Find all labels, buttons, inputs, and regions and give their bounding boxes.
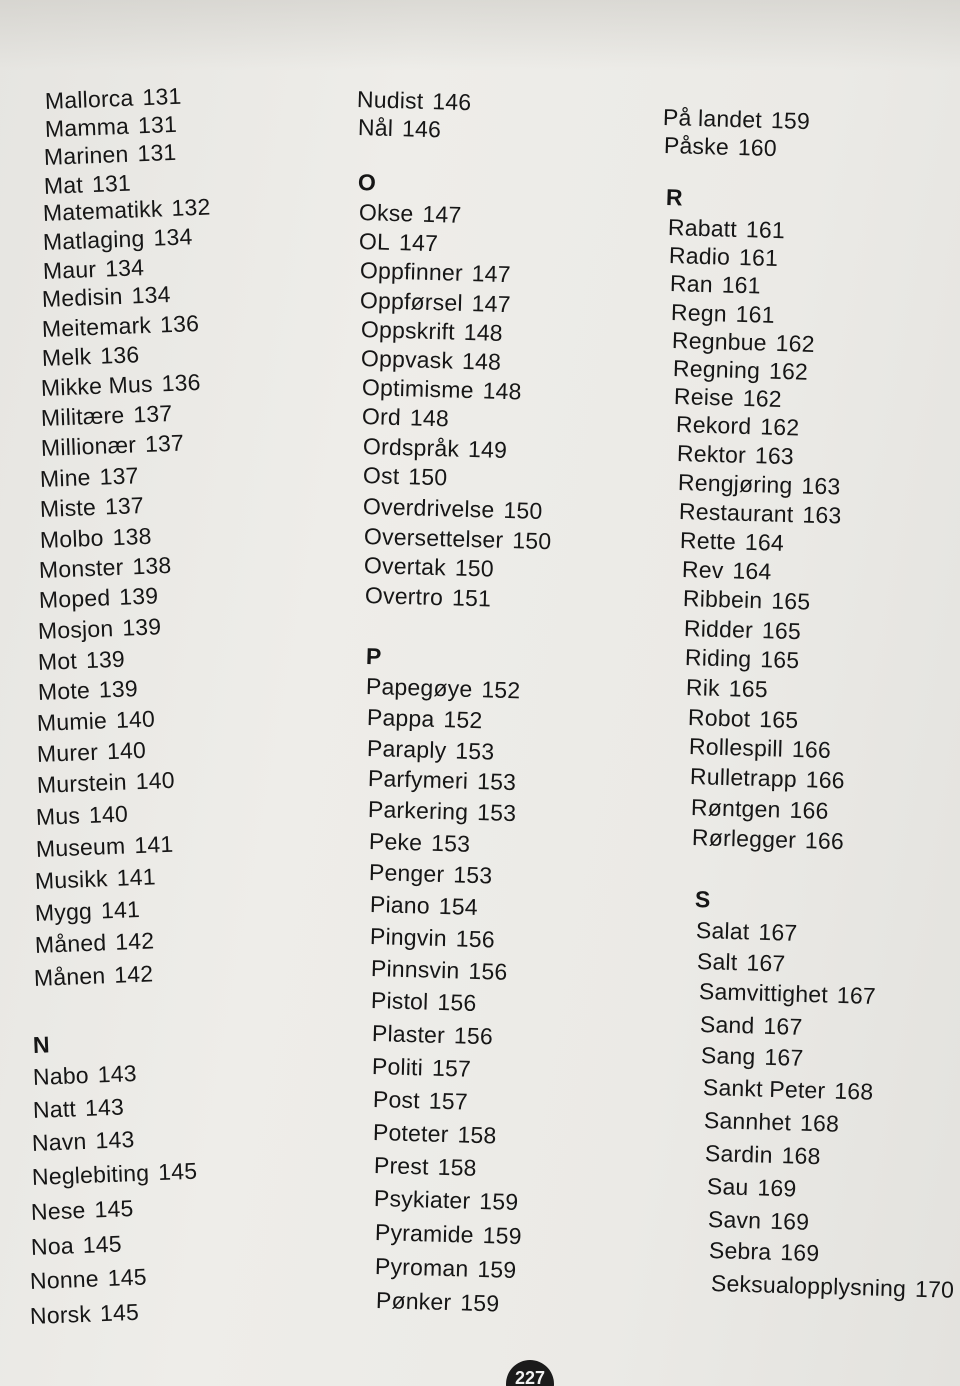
index-page-number: 151 <box>451 584 492 612</box>
index-term: Pinnsvin <box>370 955 460 984</box>
index-term: Overtak <box>363 552 447 581</box>
index-term: Meitemark <box>41 311 152 342</box>
index-term: Måned <box>34 929 107 958</box>
index-term: Sebra <box>708 1237 772 1265</box>
index-entry <box>368 796 517 827</box>
index-term: Sand <box>699 1011 755 1039</box>
index-entry <box>369 891 478 921</box>
index-page-number: 142 <box>113 960 154 988</box>
index-page-number: 162 <box>742 384 783 413</box>
index-entry <box>701 1042 804 1072</box>
index-page-number: 148 <box>409 404 450 432</box>
index-entry <box>375 1287 499 1317</box>
index-term: Nål <box>357 114 394 141</box>
index-entry <box>364 552 495 583</box>
index-term: Pingvin <box>369 923 448 952</box>
index-term: På landet <box>662 104 763 133</box>
index-page-number: 153 <box>455 737 495 765</box>
index-entry <box>370 923 496 953</box>
index-page-number: 141 <box>116 863 157 891</box>
index-page-number: 170 <box>914 1275 955 1303</box>
index-entry <box>680 527 785 557</box>
index-term: Medisin <box>41 282 124 312</box>
index-entry <box>368 828 470 858</box>
index-page-number: 131 <box>141 82 182 111</box>
index-page-number: 152 <box>481 676 521 704</box>
index-entry <box>370 955 507 986</box>
index-term: Rev <box>681 556 724 584</box>
index-term: Overtro <box>364 582 444 611</box>
index-term: Poteter <box>372 1119 450 1148</box>
index-entry <box>372 1053 472 1083</box>
index-term: Museum <box>35 832 126 862</box>
index-entry <box>362 403 450 432</box>
index-term: Mumie <box>36 707 108 736</box>
index-page-number: 148 <box>463 318 503 346</box>
index-page-number: 134 <box>131 281 172 309</box>
index-page-number: 136 <box>159 309 200 338</box>
section-letter: N <box>32 1031 51 1058</box>
index-page-number: 169 <box>769 1207 810 1235</box>
index-entry <box>372 1086 468 1116</box>
index-page-number: 145 <box>157 1157 198 1186</box>
index-entry <box>686 674 769 703</box>
index-entry <box>667 214 785 244</box>
index-entry <box>360 287 511 318</box>
index-page-number: 146 <box>432 88 472 116</box>
index-term: Nonne <box>29 1265 100 1294</box>
index-term: Millionær <box>40 431 137 461</box>
index-page-number: 140 <box>134 766 175 795</box>
index-term: Mine <box>39 464 92 492</box>
index-term: Mamma <box>43 112 129 142</box>
index-term: Psykiater <box>373 1185 471 1214</box>
index-page-number: 150 <box>503 496 544 525</box>
index-page-number: 159 <box>479 1187 519 1216</box>
index-page-number: 164 <box>744 528 785 556</box>
index-page-number: 139 <box>85 645 126 674</box>
index-page-number: 156 <box>453 1022 493 1050</box>
index-entry <box>684 615 802 645</box>
index-entry <box>366 673 521 704</box>
index-page-number: 137 <box>104 492 145 520</box>
index-page-number: 160 <box>737 134 778 162</box>
index-page-number: 158 <box>436 1153 477 1181</box>
index-term: Sardin <box>704 1140 774 1168</box>
index-page-number: 167 <box>758 918 798 946</box>
index-page-number: 145 <box>82 1230 123 1259</box>
index-term: Navn <box>31 1127 88 1156</box>
index-term: Pappa <box>366 704 435 732</box>
index-page-number: 145 <box>99 1298 140 1327</box>
index-term: Parkering <box>367 796 469 825</box>
index-term: Mallorca <box>44 84 134 114</box>
index-page-number: 156 <box>455 925 496 953</box>
index-page-number: 159 <box>459 1289 500 1317</box>
index-entry <box>708 1206 810 1236</box>
index-term: Okse <box>358 199 414 227</box>
index-entry <box>691 794 829 825</box>
index-term: Neglebiting <box>31 1159 150 1190</box>
index-page-number: 142 <box>114 927 155 955</box>
index-term: Rekord <box>675 411 752 440</box>
section-letter: P <box>365 643 382 670</box>
index-entry <box>688 733 831 764</box>
index-page-number: 156 <box>437 988 477 1016</box>
index-page-number: 140 <box>115 705 156 733</box>
index-entry <box>371 987 477 1017</box>
index-page-number: 169 <box>756 1174 797 1202</box>
index-term: Nabo <box>32 1061 90 1090</box>
index-entry <box>373 1152 476 1182</box>
index-term: Murstein <box>35 768 127 798</box>
index-term: Nudist <box>356 86 424 114</box>
index-term: Militære <box>40 401 125 431</box>
index-term: Regning <box>672 355 761 384</box>
index-term: Overdrivelse <box>363 493 496 523</box>
index-term: Savn <box>707 1206 762 1234</box>
index-page-number: 169 <box>780 1238 820 1267</box>
index-entry <box>710 1270 954 1304</box>
index-term: Piano <box>369 891 430 919</box>
index-page-number: 134 <box>104 254 145 282</box>
index-page-number: 147 <box>399 229 439 257</box>
index-page-number: 147 <box>471 260 511 288</box>
index-term: Rette <box>679 527 737 555</box>
index-entry <box>373 1119 497 1149</box>
index-page-number: 148 <box>461 347 502 375</box>
index-term: Ord <box>361 403 402 431</box>
index-term: Noa <box>30 1232 75 1260</box>
index-entry <box>374 1219 521 1250</box>
index-term: Sankt Peter <box>702 1074 826 1104</box>
index-page-number: 168 <box>799 1109 840 1137</box>
index-page-number: 165 <box>770 587 811 615</box>
index-page-number: 149 <box>467 435 507 464</box>
index-entry <box>697 948 786 977</box>
index-term: Pyroman <box>374 1253 469 1282</box>
index-entry <box>366 704 482 734</box>
index-term: Robot <box>687 704 751 732</box>
index-term: Regnbue <box>671 327 768 356</box>
section-letter: O <box>358 169 377 196</box>
index-page-number: 165 <box>758 705 799 734</box>
index-page-number: 140 <box>106 736 147 765</box>
index-term: Oppførsel <box>359 287 464 316</box>
index-term: Mote <box>37 677 91 705</box>
index-term: Sau <box>706 1173 749 1201</box>
index-entry <box>359 199 462 229</box>
index-page-number: 145 <box>107 1263 148 1292</box>
index-entry <box>679 498 842 530</box>
index-page-number: 132 <box>171 193 212 222</box>
index-entry <box>698 978 876 1010</box>
index-page-number: 163 <box>802 501 842 529</box>
index-entry <box>360 316 503 347</box>
index-entry <box>673 355 809 386</box>
index-page-number: 139 <box>122 613 163 641</box>
index-page-number: 167 <box>764 1043 805 1071</box>
index-page-number: 159 <box>481 1222 522 1250</box>
index-page-number: 143 <box>95 1126 136 1154</box>
index-entry <box>704 1107 840 1138</box>
index-term: Mikke Mus <box>40 370 154 401</box>
index-entry <box>696 917 798 947</box>
index-entry <box>363 493 543 525</box>
index-entry <box>364 523 552 555</box>
index-page-number: 162 <box>759 413 800 441</box>
index-page-number: 146 <box>401 115 442 143</box>
index-entry <box>375 1253 517 1284</box>
index-page-number: 136 <box>161 368 202 397</box>
index-term: Rik <box>685 674 721 701</box>
index-page-number: 139 <box>98 675 138 703</box>
index-page-number: 166 <box>805 766 846 794</box>
index-page-number: 159 <box>477 1255 517 1283</box>
index-term: Ordspråk <box>362 433 460 462</box>
index-page-number: 162 <box>775 329 816 357</box>
index-page-number: 161 <box>735 300 776 328</box>
index-entry <box>678 469 841 501</box>
index-term: Salt <box>697 948 739 976</box>
index-entry <box>690 763 846 794</box>
index-entry <box>357 114 441 143</box>
index-page-number: 137 <box>144 429 185 457</box>
index-page-number: 163 <box>801 472 841 500</box>
index-entry <box>367 765 516 796</box>
index-term: Plaster <box>371 1020 445 1049</box>
index-entry <box>669 270 760 300</box>
index-term: Miste <box>39 493 97 522</box>
index-term: Ost <box>362 462 400 490</box>
index-term: Natt <box>32 1095 76 1123</box>
index-entry <box>702 1074 873 1106</box>
index-page-number: 143 <box>97 1060 138 1088</box>
index-entry <box>367 735 495 766</box>
index-page-number: 165 <box>728 675 769 703</box>
index-entry <box>674 383 783 413</box>
index-term: Ridder <box>683 615 754 643</box>
index-term: Maur <box>42 255 97 284</box>
index-term: Regn <box>670 299 728 327</box>
index-term: Politi <box>371 1053 424 1081</box>
index-term: Mot <box>37 647 78 675</box>
index-entry <box>672 327 815 358</box>
index-term: Prest <box>373 1152 429 1180</box>
index-page-number: 148 <box>481 377 522 405</box>
index-page-number: 163 <box>754 442 795 470</box>
index-term: Rengjøring <box>677 469 793 499</box>
index-term: Rørlegger <box>692 824 797 853</box>
index-term: Mus <box>35 802 81 830</box>
index-term: Salat <box>695 917 750 945</box>
index-page-number: 147 <box>471 290 512 318</box>
index-term: Optimisme <box>361 374 474 404</box>
index-term: Paraply <box>366 735 447 764</box>
index-page-number: 166 <box>791 735 832 763</box>
index-entry <box>362 433 507 464</box>
index-term: Post <box>372 1086 420 1114</box>
index-term: Matematikk <box>42 195 164 226</box>
index-term: Rollespill <box>688 733 784 762</box>
index-term: Nese <box>30 1196 87 1225</box>
index-term: Samvittighet <box>698 978 828 1008</box>
index-page-number: 165 <box>761 617 802 645</box>
index-entry <box>361 345 502 376</box>
index-term: Rabatt <box>667 214 737 242</box>
index-page-number: 156 <box>467 957 508 985</box>
index-entry <box>705 1140 821 1170</box>
index-entry <box>361 374 521 405</box>
index-entry <box>692 824 845 855</box>
index-term: Papegøye <box>365 673 474 702</box>
index-term: Oppskrift <box>360 316 455 345</box>
index-page-number: 153 <box>453 861 493 889</box>
index-page-number: 167 <box>763 1012 803 1040</box>
index-term: Murer <box>36 738 99 767</box>
index-term: Parfymeri <box>367 765 469 794</box>
index-term: Matlaging <box>42 225 146 255</box>
index-page-number: 161 <box>745 216 785 244</box>
section-letter: S <box>694 886 711 913</box>
index-page-number: 165 <box>760 646 800 674</box>
index-term: Pistol <box>370 987 429 1015</box>
index-entry <box>709 1237 820 1267</box>
index-page-number: 134 <box>153 223 194 251</box>
index-page-number: 136 <box>99 341 140 369</box>
index-term: Molbo <box>38 524 104 553</box>
index-page-number: 131 <box>136 110 177 139</box>
index-entry <box>681 556 771 585</box>
index-term: Ran <box>669 270 714 298</box>
index-entry <box>364 582 491 613</box>
index-term: Sannhet <box>703 1107 792 1136</box>
index-page-number: 150 <box>511 527 552 555</box>
index-page-number: 168 <box>833 1077 874 1105</box>
index-term: Moped <box>38 584 111 613</box>
index-term: Oppfinner <box>359 257 463 286</box>
index-page-number: 167 <box>746 949 787 977</box>
index-entry <box>675 411 799 441</box>
index-page-number: 154 <box>438 892 478 921</box>
index-term: Peke <box>368 828 423 856</box>
index-page-number: 138 <box>132 551 172 580</box>
index-page-number: 162 <box>769 357 809 385</box>
index-term: Melk <box>41 343 92 371</box>
index-page-number: 137 <box>99 462 140 490</box>
index-page-number: 131 <box>91 169 132 198</box>
index-term: Månen <box>33 962 106 991</box>
index-page-number: 153 <box>430 829 471 857</box>
index-entry <box>359 257 510 288</box>
index-term: Mygg <box>34 897 93 926</box>
index-entry <box>369 859 493 889</box>
index-term: Norsk <box>29 1300 92 1329</box>
index-page-number: 137 <box>132 399 173 428</box>
index-page-number: 164 <box>731 557 772 585</box>
index-entry <box>685 644 800 674</box>
index-entry <box>687 704 798 734</box>
index-page-number: 140 <box>88 800 129 828</box>
index-page-number: 145 <box>94 1195 135 1223</box>
index-page-number: 159 <box>770 107 811 135</box>
index-page-number: 150 <box>407 463 448 491</box>
index-page-number: 157 <box>431 1054 472 1082</box>
index-page-number: 166 <box>805 827 845 855</box>
index-page-number: 141 <box>133 830 174 859</box>
index-term: Røntgen <box>690 794 782 823</box>
index-term: Mat <box>43 171 84 199</box>
index-page-number: 157 <box>428 1087 468 1115</box>
index-entry <box>706 1173 796 1202</box>
index-entry <box>668 242 778 272</box>
index-term: Radio <box>668 242 731 270</box>
index-entry <box>359 228 439 257</box>
index-term: Musikk <box>34 865 109 894</box>
index-term: Riding <box>684 644 752 672</box>
index-entry <box>682 585 810 616</box>
index-page-number: 147 <box>422 200 462 228</box>
index-term: Sang <box>700 1042 757 1070</box>
index-entry <box>663 104 811 135</box>
index-entry <box>700 1011 803 1041</box>
index-entry <box>363 462 448 491</box>
index-page-number: 138 <box>111 522 152 551</box>
index-page-number: 166 <box>789 796 830 824</box>
index-page-number: 131 <box>137 138 178 167</box>
index-term: Mosjon <box>37 615 115 644</box>
index-page-number: 153 <box>476 768 517 796</box>
page-number: 227 <box>506 1360 554 1386</box>
index-term: Oppvask <box>360 345 454 374</box>
index-page-number: 161 <box>738 243 779 272</box>
index-term: Rulletrapp <box>689 763 798 792</box>
index-term: Marinen <box>43 140 130 170</box>
index-page-number: 168 <box>781 1142 822 1170</box>
section-letter: R <box>666 184 684 211</box>
index-term: Ribbein <box>682 585 763 614</box>
index-page-number: 143 <box>83 1093 124 1121</box>
index-term: Restaurant <box>678 498 794 528</box>
index-entry <box>671 299 775 329</box>
index-term: Rektor <box>676 440 747 468</box>
index-term: Penger <box>368 859 445 888</box>
index-term: Pyramide <box>374 1219 474 1248</box>
index-entry <box>371 1020 493 1050</box>
index-page-number: 141 <box>100 895 141 924</box>
index-page-number: 167 <box>836 981 876 1009</box>
index-entry <box>374 1185 519 1216</box>
index-term: Påske <box>663 132 730 160</box>
index-page-number: 152 <box>442 706 483 734</box>
index-term: Pønker <box>375 1287 452 1316</box>
index-entry <box>357 86 472 116</box>
index-page-number: 158 <box>457 1121 497 1149</box>
index-entry <box>676 440 794 470</box>
index-term: Oversettelser <box>363 523 504 553</box>
index-page-number: 153 <box>476 799 517 827</box>
index-term: Reise <box>674 383 735 411</box>
index-term: Monster <box>38 553 125 583</box>
index-page-number: 150 <box>454 554 495 582</box>
index-term: OL <box>358 228 391 255</box>
index-page-number: 161 <box>721 271 761 299</box>
index-entry <box>664 132 778 162</box>
index-page-number: 139 <box>118 582 159 610</box>
index-term: Seksualopplysning <box>710 1270 907 1302</box>
